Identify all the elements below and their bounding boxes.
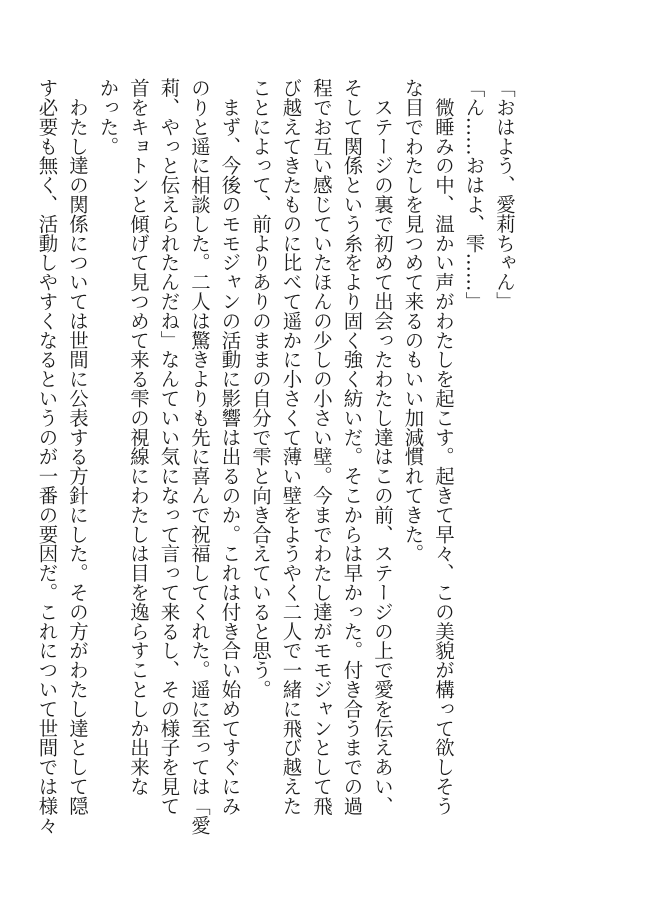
text-line-15: わたし達の関係については世間に公表する方針にした。その方がわたし達として隠	[66, 78, 89, 816]
text-line-12: 莉、やっと伝えられたんだね」なんていい気になって言って来るし、その様子を見て	[157, 78, 181, 816]
text-line-2: 「ん……おはよ、雫……」	[462, 78, 486, 311]
text-line-14: かった。	[96, 78, 120, 156]
text-line-8: び越えてきたものに比べて遥かに小さくて薄い壁をようやく二人で一緒に飛び越えた	[279, 78, 303, 816]
text-line-4: な目でわたしを見つめて来るのもいい加減慣れてきた。	[401, 78, 425, 563]
text-line-16: す必要も無く、活動しやすくなるというのが一番の要因だ。これについて世間では様々	[35, 78, 59, 835]
text-line-13: 首をキョトンと傾げて見つめて来る雫の視線にわたしは目を逸らすことしか出来な	[127, 78, 150, 796]
text-line-11: のりと遥に相談した。二人は驚きよりも先に喜んで祝福してくれた。遥に至っては「愛	[188, 78, 211, 835]
text-line-6: そして関係という糸をより固く強く紡いだ。そこからは早かった。付き合うまでの過	[340, 78, 364, 816]
text-line-1: 「おはよう、愛莉ちゃん」	[493, 78, 516, 311]
vertical-text-body	[31, 78, 519, 838]
text-line-5: ステージの裏で初めて出会ったわたし達はこの前、ステージの上で愛を伝えあい、	[371, 78, 394, 816]
text-line-7: 程でお互い感じていたほんの少しの小さい壁。今までわたし達がモモジャンとして飛	[310, 78, 333, 816]
text-line-9: ことによって、前よりありのままの自分で雫と向き合えていると思う。	[249, 78, 272, 699]
text-line-10: まず、今後のモモジャンの活動に影響は出るのか。これは付き合い始めてすぐにみ	[218, 78, 242, 816]
text-line-3: 微睡みの中、温かい声がわたしを起こす。起きて早々、この美貌が構って欲しそう	[432, 78, 455, 816]
